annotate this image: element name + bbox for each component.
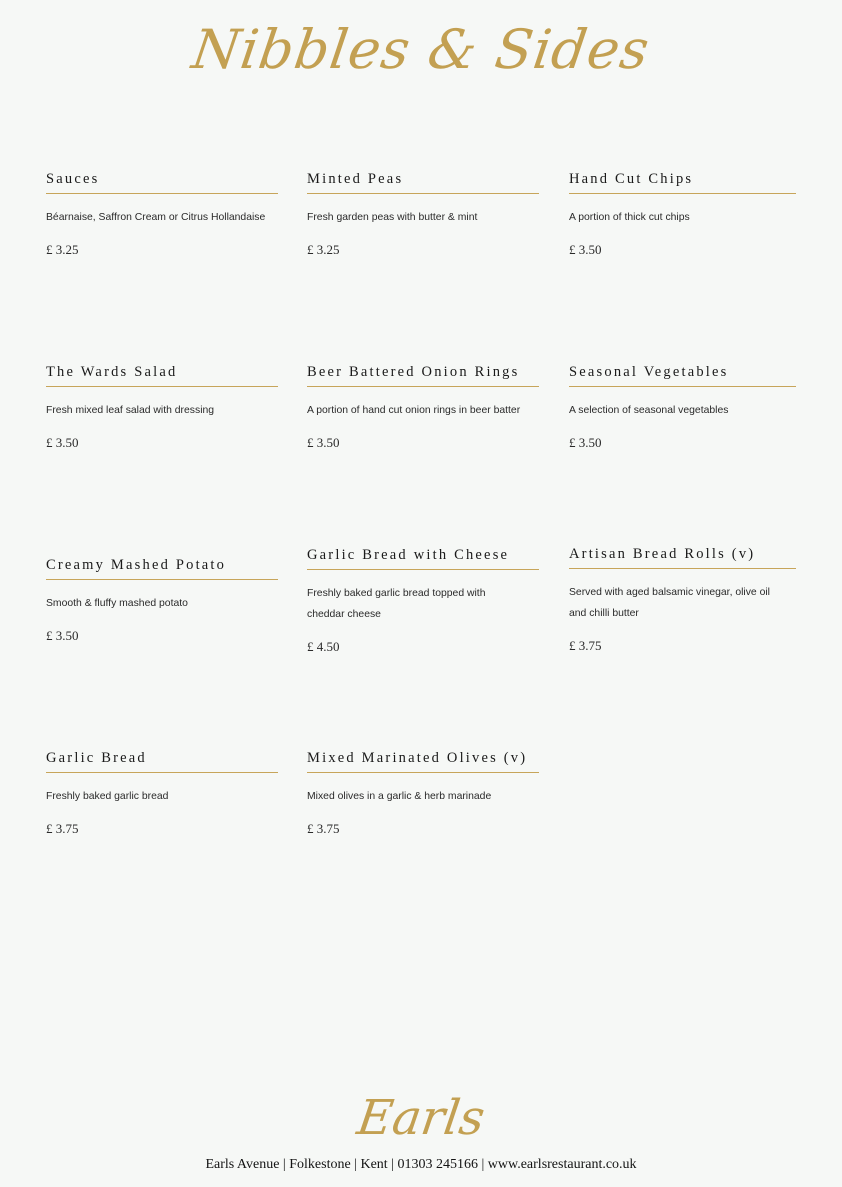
item-description-line: Béarnaise, Saffron Cream or Citrus Hollandaise xyxy=(46,212,266,223)
item-description-line: A portion of hand cut onion rings in beer batter xyxy=(307,405,521,416)
item-price: £ 3.75 xyxy=(569,638,602,653)
item-description-line: Freshly baked garlic bread topped with xyxy=(307,588,486,599)
menu-item-hand-cut-chips xyxy=(569,171,796,258)
item-description xyxy=(46,593,278,614)
item-description xyxy=(46,207,278,228)
menu-item-minted-peas xyxy=(307,171,539,258)
item-name: Minted Peas xyxy=(307,171,539,194)
item-description-line: Fresh garden peas with butter & mint xyxy=(307,212,478,223)
item-price: £ 3.50 xyxy=(46,435,79,450)
item-description xyxy=(569,400,796,421)
item-description-line: Smooth & fluffy mashed potato xyxy=(46,598,188,609)
page-title: Nibbles & Sides xyxy=(188,18,654,81)
item-name: Hand Cut Chips xyxy=(569,171,796,194)
menu-item-garlic-bread xyxy=(46,750,278,837)
item-name: Seasonal Vegetables xyxy=(569,364,796,387)
footer-contact: Earls Avenue | Folkestone | Kent | 01303 245166 | www.earlsrestaurant.co.uk xyxy=(205,1157,637,1172)
item-description-line: Freshly baked garlic bread xyxy=(46,791,169,802)
item-price: £ 4.50 xyxy=(307,639,340,654)
brand-logo: Earls xyxy=(353,1090,489,1146)
menu-item-garlic-bread-cheese xyxy=(307,547,539,655)
item-price: £ 3.50 xyxy=(569,242,602,257)
item-name: Sauces xyxy=(46,171,278,194)
item-description xyxy=(569,207,796,228)
item-description-line: Mixed olives in a garlic & herb marinade xyxy=(307,791,492,802)
item-description xyxy=(46,786,278,807)
item-price: £ 3.75 xyxy=(46,821,79,836)
menu-item-sauces xyxy=(46,171,278,258)
menu-item-marinated-olives xyxy=(307,750,539,837)
item-price: £ 3.25 xyxy=(46,242,79,257)
item-name: Garlic Bread xyxy=(46,750,278,773)
menu-item-mashed-potato xyxy=(46,557,278,644)
item-description xyxy=(307,786,539,807)
menu-item-seasonal-vegetables xyxy=(569,364,796,451)
menu-item-onion-rings xyxy=(307,364,539,451)
item-description-line: Fresh mixed leaf salad with dressing xyxy=(46,405,215,416)
item-name: Mixed Marinated Olives (v) xyxy=(307,750,539,773)
item-description-line: A portion of thick cut chips xyxy=(569,212,690,223)
item-name: Creamy Mashed Potato xyxy=(46,557,278,580)
item-description-line: A selection of seasonal vegetables xyxy=(569,405,729,416)
item-description xyxy=(46,400,278,421)
item-price: £ 3.50 xyxy=(569,435,602,450)
item-price: £ 3.50 xyxy=(46,628,79,643)
menu-item-artisan-bread-rolls xyxy=(569,546,796,654)
item-description xyxy=(307,207,539,228)
item-name: Beer Battered Onion Rings xyxy=(307,364,539,387)
item-price: £ 3.75 xyxy=(307,821,340,836)
item-price: £ 3.50 xyxy=(307,435,340,450)
item-description xyxy=(307,583,539,625)
item-description-line: cheddar cheese xyxy=(307,609,381,620)
item-description xyxy=(569,582,796,624)
item-description xyxy=(307,400,539,421)
item-name: Artisan Bread Rolls (v) xyxy=(569,546,796,569)
item-name: The Wards Salad xyxy=(46,364,278,387)
item-price: £ 3.25 xyxy=(307,242,340,257)
item-description-line: and chilli butter xyxy=(569,608,639,619)
item-description-line: Served with aged balsamic vinegar, olive oil xyxy=(569,587,770,598)
menu-item-wards-salad xyxy=(46,364,278,451)
item-name: Garlic Bread with Cheese xyxy=(307,547,539,570)
